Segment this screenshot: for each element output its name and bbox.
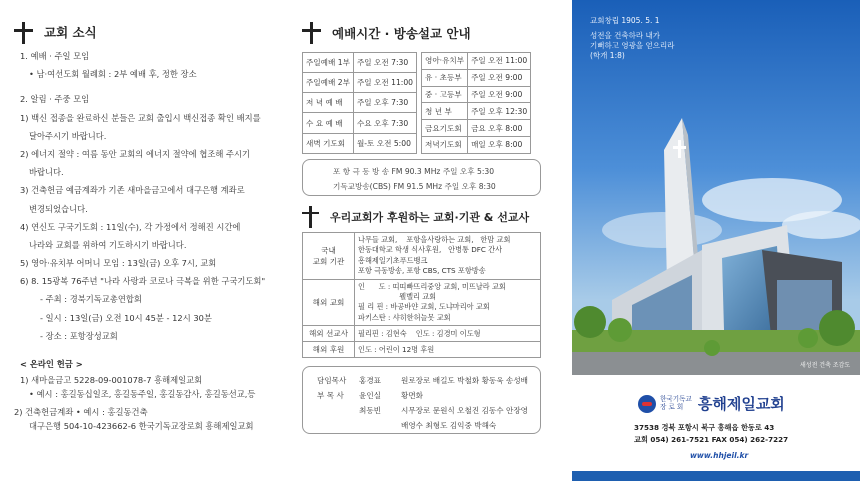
support-row bbox=[303, 232, 541, 279]
verse-line: 기뻐하고 영광을 얻으리라 bbox=[590, 41, 675, 51]
staff-entry: 시무장로 문원식 오철진 김동수 안장영 bbox=[401, 406, 529, 416]
support-category: 해외 교회 bbox=[303, 279, 355, 326]
schedule-row bbox=[303, 73, 417, 93]
cross-icon bbox=[302, 22, 322, 44]
schedule-row bbox=[422, 86, 531, 103]
news-line: 6) 8. 15광복 76주년 "나라 사랑과 코로나 극복을 위한 구국기도회" bbox=[20, 276, 266, 287]
cross-icon bbox=[14, 22, 34, 44]
news-line: 1. 예배 · 주일 모임 bbox=[20, 51, 90, 61]
offering-line: 대구은행 504-10-423662-6 한국기독교장로회 흥해제일교회 bbox=[29, 420, 254, 431]
news-line: 3) 건축헌금 예금계좌가 기존 새마을금고에서 대구은행 계좌로 bbox=[20, 185, 245, 196]
schedule-row bbox=[422, 103, 531, 120]
service-time: 매일 오후 8:00 bbox=[468, 136, 531, 153]
service-name: 주일예배 2부 bbox=[303, 73, 354, 93]
broadcast-box bbox=[302, 159, 541, 196]
worship-heading bbox=[302, 22, 546, 44]
bottom-accent-bar bbox=[572, 471, 860, 481]
founded-date: 교회창립 1905. 5. 1 bbox=[590, 16, 660, 25]
news-line: 5) 영아·유치부 어머니 모임 : 13일(금) 오후 7시, 교회 bbox=[20, 258, 217, 269]
staff-entry: 윤인실 bbox=[359, 391, 382, 401]
church-address: 37538 경북 포항시 북구 흥해읍 한동로 43 bbox=[634, 423, 775, 432]
staff-entry: 홍경표 bbox=[359, 376, 382, 386]
cover-panel bbox=[572, 0, 860, 481]
church-news-panel bbox=[14, 22, 284, 432]
service-time: 주일 오전 11:00 bbox=[468, 53, 531, 70]
verse-line: 성전을 건축하라 내가 bbox=[590, 31, 660, 40]
support-row bbox=[303, 279, 541, 326]
offering-line: • 예시 : 홍길동십일조, 홍길동주일, 홍길동감사, 홍길동선교,등 bbox=[29, 389, 256, 400]
church-news-title: 교회 소식 bbox=[44, 24, 97, 40]
schedule-row bbox=[422, 136, 531, 153]
church-website-link[interactable]: www.hhjeil.kr bbox=[690, 451, 749, 460]
service-name: 청 년 부 bbox=[422, 103, 468, 120]
support-category: 해외 후원 bbox=[303, 342, 355, 358]
news-line: - 장소 : 포항장성교회 bbox=[40, 330, 118, 341]
offering-line: 2) 건축헌금계좌 • 예시 : 홍길동건축 bbox=[14, 406, 148, 417]
service-time: 주일 오후 12:30 bbox=[468, 103, 531, 120]
news-line: 2. 알림 · 주중 모임 bbox=[20, 94, 90, 105]
support-category: 해외 선교사 bbox=[303, 326, 355, 342]
support-details: 인도 : 어린이 12명 후원 bbox=[355, 342, 541, 358]
service-name: 금요기도회 bbox=[422, 120, 468, 137]
worship-title: 예배시간 · 방송설교 안내 bbox=[332, 26, 471, 41]
service-name: 중 · 고등부 bbox=[422, 86, 468, 103]
denomination-line: 한국기독교 bbox=[660, 394, 692, 403]
service-name: 저녁기도회 bbox=[422, 136, 468, 153]
schedule-row bbox=[422, 53, 531, 70]
schedule-row bbox=[303, 53, 417, 73]
denomination-name bbox=[660, 396, 692, 412]
image-caption: 새성전 건축 조감도 bbox=[800, 362, 851, 369]
service-time: 주일 오후 7:30 bbox=[353, 93, 416, 113]
service-time: 주일 오전 9:00 bbox=[468, 69, 531, 86]
service-name: 영아·유치부 bbox=[422, 53, 468, 70]
support-category: 국내 교회 기관 bbox=[303, 232, 355, 279]
staff-entry: 배영수 최형도 김익중 박해숙 bbox=[401, 421, 497, 431]
staff-entry: 부 목 사 bbox=[317, 391, 344, 401]
news-line: 나라와 교회를 위하여 기도하시기 바랍니다. bbox=[29, 239, 187, 250]
broadcast-line: 기독교방송(CBS) FM 91.5 MHz 주일 오후 8:30 bbox=[333, 181, 496, 191]
online-offering-title: < 온라인 헌금 > bbox=[20, 359, 83, 369]
support-details: 나무들 교회, 포항을사랑하는 교회, 한맘 교회 한동대학교 학생 식사후원, 안병통 DFC 간사 흥해제일기초푸드뱅크 포항 극동방송, 포항 CBS, CTS 포항방송 bbox=[355, 232, 541, 279]
news-line: 바랍니다. bbox=[29, 167, 64, 178]
church-logo bbox=[638, 393, 785, 414]
support-row bbox=[303, 342, 541, 358]
support-title: 우리교회가 후원하는 교회·기관 & 선교사 bbox=[330, 210, 530, 224]
schedule-row bbox=[303, 113, 417, 133]
service-name: 저 녁 예 배 bbox=[303, 93, 354, 113]
church-name: 흥해제일교회 bbox=[697, 395, 785, 413]
schedule-row bbox=[303, 93, 417, 113]
schedule-row bbox=[303, 133, 417, 153]
news-line: - 주최 : 경북기독교총연합회 bbox=[40, 294, 142, 305]
staff-entry: 최동빈 bbox=[359, 406, 382, 416]
service-time: 수요 오후 7:30 bbox=[353, 113, 416, 133]
news-line: 1) 백신 접종을 완료하신 분들은 교회 출입시 백신접종 확인 배지를 bbox=[20, 112, 261, 123]
news-line: - 일시 : 13일(금) 오전 10시 45분 - 12시 30분 bbox=[40, 312, 212, 323]
news-line: 달아주시기 바랍니다. bbox=[29, 130, 107, 141]
service-name: 유 · 초등부 bbox=[422, 69, 468, 86]
cross-icon bbox=[302, 206, 320, 228]
service-name: 수 요 예 배 bbox=[303, 113, 354, 133]
schedule-row bbox=[422, 120, 531, 137]
service-name: 새벽 기도회 bbox=[303, 133, 354, 153]
news-line: 2) 에너지 절약 : 여름 동안 교회의 에너지 절약에 협조해 주시기 bbox=[20, 148, 251, 159]
service-time: 주일 오전 9:00 bbox=[468, 86, 531, 103]
service-time: 금요 오후 8:00 bbox=[468, 120, 531, 137]
news-line: • 남·여선도회 월례회 : 2부 예배 후, 정한 장소 bbox=[29, 69, 197, 80]
church-phone: 교회 054) 261-7521 FAX 054) 262-7227 bbox=[634, 435, 789, 444]
worship-panel bbox=[302, 22, 546, 434]
staff-box bbox=[302, 366, 541, 434]
broadcast-line: 포 항 극 동 방 송 FM 90.3 MHz 주일 오후 5:30 bbox=[333, 166, 495, 176]
service-time: 주일 오전 7:30 bbox=[353, 53, 416, 73]
staff-titles bbox=[317, 373, 359, 433]
support-table bbox=[302, 232, 541, 359]
denomination-line: 장 로 회 bbox=[660, 402, 684, 411]
church-rendering-image bbox=[572, 0, 860, 375]
scripture-verse bbox=[590, 31, 674, 61]
news-line: 4) 연신도 구국기도회 : 11일(수), 각 가정에서 정해진 시간에 bbox=[20, 221, 241, 232]
staff-entry: 황면화 bbox=[401, 391, 424, 401]
support-heading bbox=[302, 206, 546, 228]
church-news-heading bbox=[14, 22, 284, 44]
staff-entry: 담임목사 bbox=[317, 376, 347, 386]
support-details: 인 도 : 띠띠빠뜨리중앙 교회, 미뜨날라 교회 웰벨리 교회 필 리 핀 : 바공바얀 교회, 도냐마리아 교회 파키스탄 : 샤히한허늘못 교회 bbox=[355, 279, 541, 326]
support-details: 필리핀 : 김현숙 인도 : 김경미 이도형 bbox=[355, 326, 541, 342]
offering-line: 1) 새마을금고 5228-09-001078-7 흥해제일교회 bbox=[20, 375, 203, 386]
service-time: 월-토 오전 5:00 bbox=[353, 133, 416, 153]
schedule-row bbox=[422, 69, 531, 86]
staff-entry: 원로장로 배길도 박철화 황동욱 송성배 bbox=[401, 376, 529, 386]
schedule-table-adults bbox=[302, 52, 417, 154]
staff-pastors bbox=[359, 373, 401, 433]
schedule-table-youth bbox=[421, 52, 531, 154]
service-name: 주일예배 1부 bbox=[303, 53, 354, 73]
news-line: 변경되었습니다. bbox=[29, 203, 88, 214]
staff-elders bbox=[401, 373, 528, 433]
service-time: 주일 오전 11:00 bbox=[353, 73, 416, 93]
support-row bbox=[303, 326, 541, 342]
denomination-logo-icon bbox=[638, 395, 656, 413]
schedule-tables bbox=[302, 52, 546, 154]
verse-reference: (학개 1:8) bbox=[590, 51, 625, 61]
